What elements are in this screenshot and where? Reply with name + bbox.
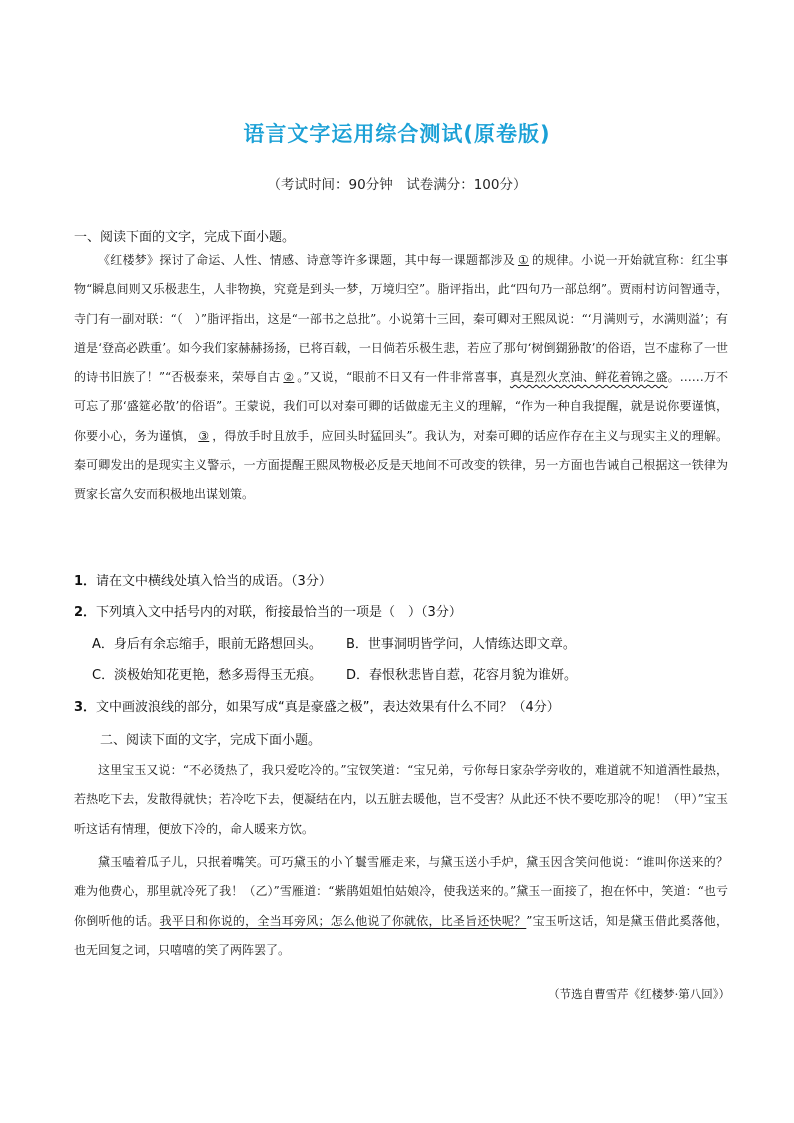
question-number: 3． — [74, 700, 97, 715]
passage-text: ，得放手时且放手，应回头时猛回头”。我认为，对秦可卿的话应作存在主义与现实主义的理解。秦可卿发出的是现实主义警示，一方面提醒王熙凤物极必反是天地间不可改变的铁律，另一方面也告诫自己根据这一铁律为贾家长富久安而积极地出谋划策。 — [74, 428, 728, 502]
passage-text: 的规律。小说一开始就宣称：红尘事物“瞬息间则又乐极悲生，人非物换，究竟是到头一梦，万境归空”。脂评指出，此“四句乃一部总纲”。贾雨村访问智通寺，寺门有一副对联：“（ ）”脂评指出，这是“一部书之总批”。小说第十三回，秦可卿对王熙凤说：“‘月满则亏，水满则溢’；有道是‘登高必跌重’。如今我们家赫赫扬扬，已将百载，一日倘若乐极生悲，若应了那句‘树倒猢狲散’的俗语，岂不虚称了一世的诗书旧族了！”“否极泰来，荣辱自古 — [74, 253, 728, 385]
section-2-paragraph-1: 这里宝玉又说：“不必烫热了，我只爱吃冷的。”宝钗笑道：“宝兄弟，亏你每日家杂学旁收的，难道就不知道酒性最热，若热吃下去，发散得就快；若冷吃下去，便凝结在内，以五脏去暖他，岂不受害？从此还不快不要吃那冷的呢！（甲）”宝玉听这话有情理，便放下冷的，命人暖来方饮。 — [74, 763, 728, 836]
blank-2: ② — [283, 370, 295, 385]
blank-1: ① — [517, 253, 530, 267]
section-2-paragraph-2 — [74, 848, 728, 965]
section-1-passage — [74, 246, 728, 510]
option-a: A．身后有余忘缩手，眼前无路想回头。 — [92, 637, 322, 652]
question-number: 1． — [74, 574, 97, 589]
question-text: 请在文中横线处填入恰当的成语。（3分） — [96, 574, 332, 589]
question-2 — [74, 601, 734, 620]
passage-text: 。……万不可忘了那‘盛筵必散’的俗语”。王蒙说，我们可以对秦可卿的话做虚无主义的理解，“作为一种自我提醒，就是说你要谨慎，你要小心，务为谨慎， — [74, 370, 728, 443]
option-c: C．淡极始知花更艳，愁多焉得玉无痕。 — [92, 668, 323, 683]
option-d: D．春恨秋悲皆自惹，花容月貌为谁妍。 — [346, 668, 578, 683]
wavy-underlined-phrase: 真是烈火烹油、鲜花着锦之盛 — [509, 370, 668, 385]
option-b: B．世事洞明皆学问，人情练达即文章。 — [346, 637, 576, 652]
question-text: 文中画波浪线的部分，如果写成“真是豪盛之极”，表达效果有什么不同？（4分） — [96, 700, 560, 715]
page-title: 语言文字运用综合测试(原卷版) — [243, 122, 551, 146]
question-number: 2． — [74, 605, 97, 620]
exam-info: （考试时间：90分钟 试卷满分：100分） — [267, 177, 527, 193]
question-3 — [74, 696, 734, 715]
passage-text: 黛玉嗑着瓜子儿，只抿着嘴笑。可巧黛玉的小丫鬟雪雁走来，与黛玉送小手炉，黛玉因含笑问他说：“谁叫你送来的？难为他费心，那里就冷死了我！（乙）”雪雁道：“紫鹃姐姐怕姑娘冷，使我送来的。”黛玉一面接了，抱在怀中，笑道：“也亏你倒听他的话。 — [74, 855, 728, 928]
section-1-heading: 一、阅读下面的文字，完成下面小题。 — [74, 230, 296, 245]
passage-text: ”宝玉听这话，知是黛玉借此奚落他，也无回复之词，只嘻嘻的笑了两阵罢了。 — [74, 913, 728, 957]
question-text: 下列填入文中括号内的对联，衔接最恰当的一项是（ ）（3分） — [96, 605, 462, 620]
passage-text: 。”又说，“眼前不日又有一件非常喜事， — [297, 370, 510, 385]
source-citation: （节选自曹雪芹《红楼梦·第八回》） — [548, 987, 730, 1001]
underlined-sentence: 我平日和你说的，全当耳旁风；怎么他说了你就依，比圣旨还快呢？ — [159, 913, 527, 928]
section-2-heading: 二、阅读下面的文字，完成下面小题。 — [100, 733, 322, 748]
blank-3: ③ — [198, 428, 210, 443]
question-1 — [74, 570, 734, 589]
passage-text: 《红楼梦》探讨了命运、人性、情感、诗意等许多课题，其中每一课题都涉及 — [98, 253, 515, 267]
